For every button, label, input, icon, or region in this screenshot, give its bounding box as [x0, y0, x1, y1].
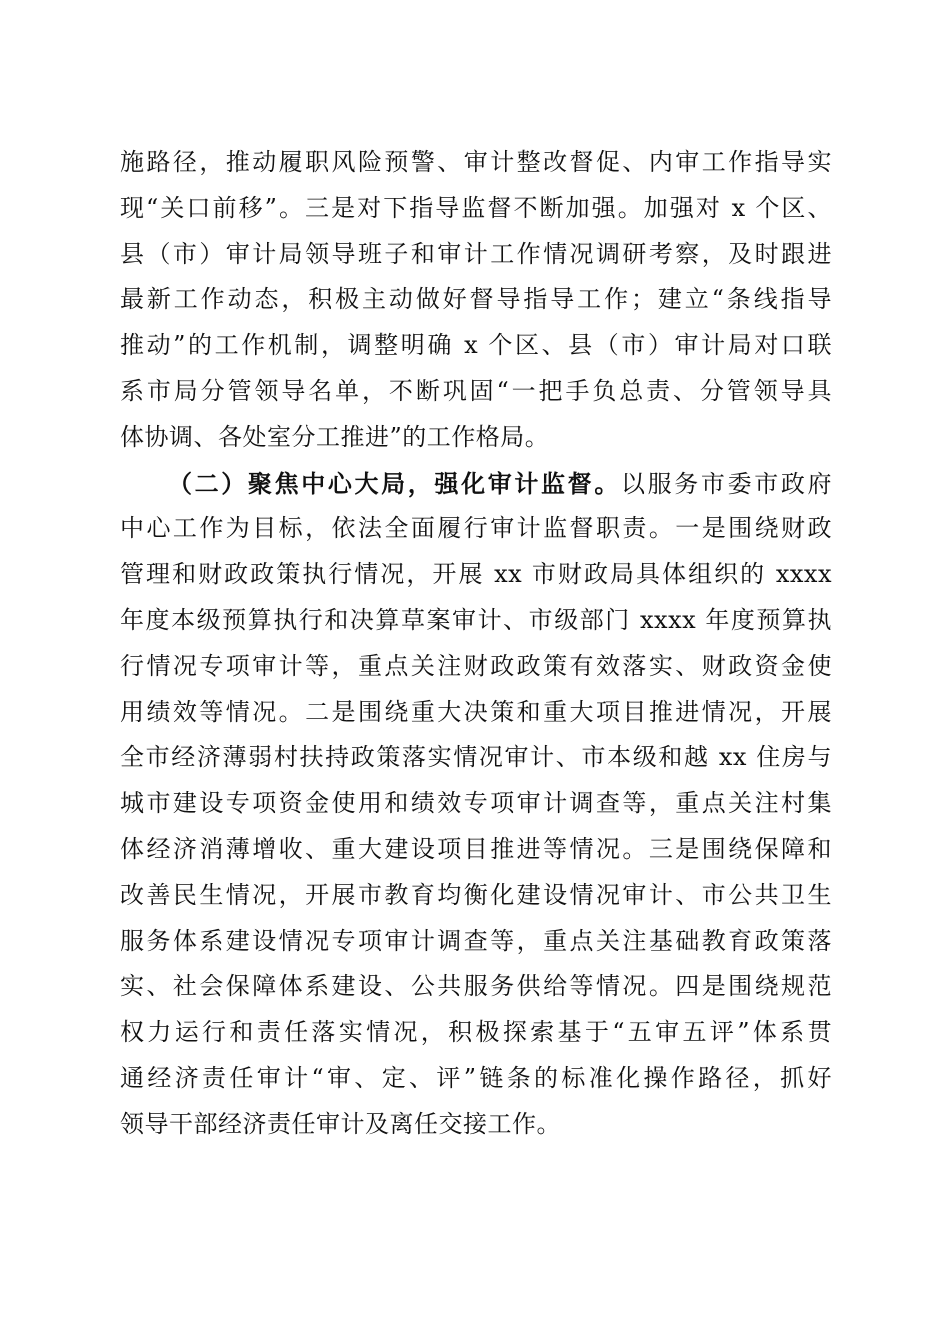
- section-heading: （二）聚焦中心大局，强化审计监督。: [168, 468, 621, 498]
- paragraph-line: 现“关口前移”。三是对下指导监督不断加强。加强对 x 个区、: [120, 193, 832, 222]
- paragraph-line: 管理和财政政策执行情况，开展 xx 市财政局具体组织的 xxxx: [120, 560, 832, 589]
- paragraph-line: 领导干部经济责任审计及离任交接工作。: [120, 1109, 561, 1138]
- paragraph-line: 用绩效等情况。二是围绕重大决策和重大项目推进情况，开展: [120, 697, 832, 726]
- paragraph-line: 系市局分管领导名单，不断巩固“一把手负总责、分管领导具: [120, 376, 832, 405]
- paragraph-line: 年度本级预算执行和决算草案审计、市级部门 xxxx 年度预算执: [120, 605, 832, 634]
- paragraph-line: 体协调、各处室分工推进”的工作格局。: [120, 422, 550, 451]
- paragraph-1: [120, 140, 832, 461]
- paragraph-line: 最新工作动态，积极主动做好督导指导工作；建立“条线指导: [120, 285, 832, 314]
- paragraph-line: 中心工作为目标，依法全面履行审计监督职责。一是围绕财政: [120, 514, 832, 543]
- paragraph-line: 实、社会保障体系建设、公共服务供给等情况。四是围绕规范: [120, 972, 832, 1001]
- paragraph-line: 县（市）审计局领导班子和审计工作情况调研考察，及时跟进: [120, 239, 832, 268]
- paragraph-line: 服务体系建设情况专项审计调查等，重点关注基础教育政策落: [120, 926, 832, 955]
- paragraph-line: 全市经济薄弱村扶持政策落实情况审计、市本级和越 xx 住房与: [120, 743, 832, 772]
- document-body: [120, 140, 832, 1148]
- paragraph-line: 推动”的工作机制，调整明确 x 个区、县（市）审计局对口联: [120, 331, 832, 360]
- paragraph-line: 权力运行和责任落实情况，积极探索基于“五审五评”体系贯: [120, 1018, 832, 1047]
- paragraph-2: [120, 461, 832, 1148]
- paragraph-line: 城市建设专项资金使用和绩效专项审计调查等，重点关注村集: [120, 789, 832, 818]
- paragraph-first-line: [120, 461, 832, 507]
- paragraph-line: 通经济责任审计“审、定、评”链条的标准化操作路径，抓好: [120, 1063, 832, 1092]
- paragraph-line: 改善民生情况，开展市教育均衡化建设情况审计、市公共卫生: [120, 880, 832, 909]
- paragraph-line: 施路径，推动履职风险预警、审计整改督促、内审工作指导实: [120, 148, 832, 176]
- paragraph-line: 行情况专项审计等，重点关注财政政策有效落实、财政资金使: [120, 651, 832, 680]
- paragraph-line-text: 以服务市委市政府: [620, 469, 833, 498]
- paragraph-line: 体经济消薄增收、重大建设项目推进等情况。三是围绕保障和: [120, 834, 832, 863]
